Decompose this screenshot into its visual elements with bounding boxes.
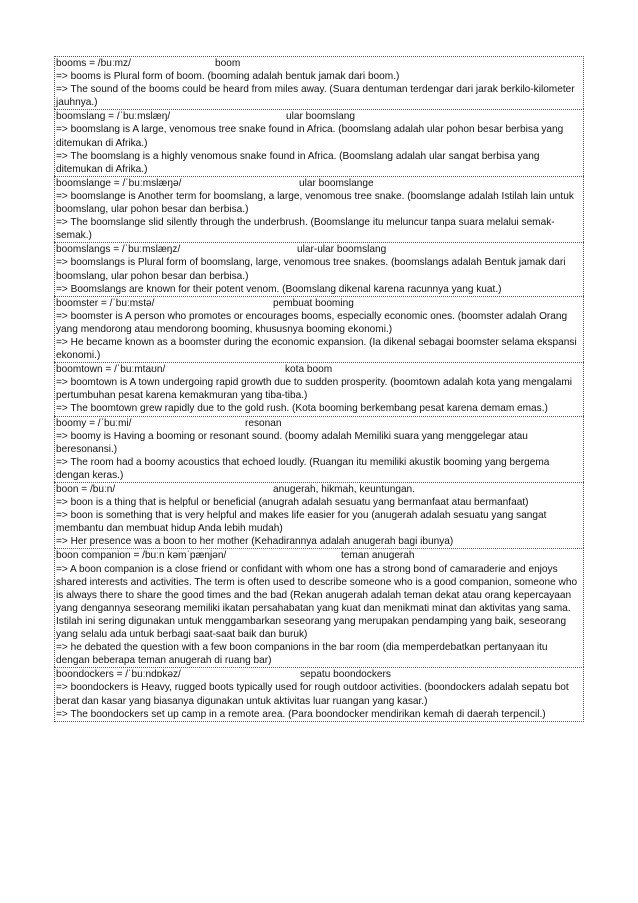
definition-line: => boomslang is A large, venomous tree snake found in Africa. (boomslang adalah ular pohon besar berbisa yang ditemukan di Afrika.) [56, 124, 564, 149]
entry-header [55, 297, 583, 310]
headword: boomtown = /ˈbuːmtaʊn/ [56, 364, 166, 376]
dictionary-entry [54, 109, 584, 175]
definition-line: => boomy is Having a booming or resonant sound. (boomy adalah Memiliki suara yang menggelegar atau beresonansi.) [56, 430, 528, 455]
definition-line: => The boomslange slid silently through the underbrush. (Boomslange itu meluncur tanpa suara melalui semak-semak.) [56, 217, 555, 242]
definition-line: => he debated the question with a few boon companions in the bar room (dia memperdebatkan pertanyaan itu dengan beberapa teman anugerah di ruang bar) [56, 642, 548, 667]
definition-line: => boon is a thing that is helpful or beneficial (anugrah adalah sesuatu yang bermanfaat atau bermanfaat) [56, 497, 529, 509]
definition-line: => boondockers is Heavy, rugged boots typically used for rough outdoor activities. (boondockers adalah sepatu bot berat dan kasar yang biasanya digunakan untuk aktivitas luar ruangan yang kasar.) [56, 682, 569, 707]
headword: boomy = /ˈbuːmi/ [56, 417, 132, 429]
entry-header [55, 549, 583, 562]
definition-line: => The room had a boomy acoustics that echoed loudly. (Ruangan itu memiliki akustik booming yang bergema dengan keras.) [56, 456, 550, 481]
translation: sepatu boondockers [300, 669, 391, 681]
dictionary-entry [54, 242, 584, 295]
translation: teman anugerah [341, 550, 415, 562]
translation: ular boomslange [299, 177, 374, 189]
definition-line: => The boomslang is a highly venomous snake found in Africa. (Boomslang adalah ular sangat berbisa yang ditemukan di Afrika.) [56, 150, 540, 175]
translation: pembuat booming [273, 297, 354, 309]
entry-header [55, 243, 583, 256]
definition-line: => boomslangs is Plural form of boomslang, large, venomous tree snakes. (boomslangs adalah Bentuk jamak dari boomslang, ular pohon besar dan berbisa.) [56, 257, 566, 282]
translation: resonan [245, 417, 282, 429]
translation: boom [215, 58, 241, 69]
headword: boon companion = /buːn kəmˈpænjən/ [56, 550, 227, 562]
translation: ular boomslang [286, 111, 356, 123]
dictionary-entry [54, 482, 584, 548]
dictionary-sheet [54, 56, 584, 722]
definition-line: => He became known as a boomster during the economic expansion. (Ia dikenal sebagai boomster selama ekspansi ekonomi.) [56, 336, 577, 362]
definition-line: => Boomslangs are known for their potent venom. (Boomslang dikenal karena racunnya yang kuat.) [56, 283, 502, 295]
headword: boondockers = /ˈbuːndɒkəz/ [56, 669, 181, 681]
translation: kota boom [285, 364, 333, 376]
definition-line: => boomster is A person who promotes or encourages booms, especially economic ones. (boomster adalah Orang yang mendorong atau mendorong booming, khususnya booming ekonomi.) [56, 310, 568, 335]
entry-header [55, 483, 583, 496]
dictionary-entry [54, 176, 584, 242]
dictionary-entry [54, 667, 584, 721]
headword: boomslange = /ˈbuːmslæŋə/ [56, 177, 182, 189]
definition-line: => boomtown is A town undergoing rapid growth due to sudden prosperity. (boomtown adalah kota yang mengalami pertumbuhan pesat karena kemakmuran yang tiba-tiba.) [56, 377, 573, 402]
dictionary-entry [54, 548, 584, 667]
entry-header [55, 668, 583, 681]
dictionary-entry [54, 362, 584, 415]
definition-line: => booms is Plural form of boom. (booming adalah bentuk jamak dari boom.) [56, 71, 400, 83]
headword: boomslang = /ˈbuːmslæŋ/ [56, 111, 171, 123]
definition-line: => Her presence was a boon to her mother (Kehadirannya adalah anugerah bagi ibunya) [56, 536, 454, 548]
definition-line: => The boondockers set up camp in a remote area. (Para boondocker mendirikan kemah di daerah terpencil.) [56, 708, 546, 720]
dictionary-entry [54, 416, 584, 482]
entry-header [55, 57, 583, 70]
entry-header [55, 417, 583, 430]
definition-line: => A boon companion is a close friend or confidant with whom one has a strong bond of camaraderie and enjoys shared interests and activities. The term is often used to describe someone who is a good companion, someone who is always there to share the good times and the bad (Rekan anugerah adalah teman dekat atau orang kepercayaan yang dengannya seseorang memiliki ikatan persahabatan yang kuat dan menikmati minat dan aktivitas yang sama. Istilah ini sering digunakan untuk menggambarkan seseorang yang merupakan pendamping yang baik, seseorang yang selalu ada untuk berbagi saat-saat baik dan buruk) [56, 563, 578, 641]
dictionary-entry [54, 56, 584, 109]
headword: boomslangs = /ˈbuːmslæŋz/ [56, 244, 181, 256]
definition-line: => boon is something that is very helpful and makes life easier for you (anugerah adalah sesuatu yang sangat membantu dan membuat hidup Anda lebih mudah) [56, 510, 547, 535]
dictionary-entry [54, 296, 584, 362]
definition-line: => The sound of the booms could be heard from miles away. (Suara dentuman terdengar dari jarak berkilo-kilometer jauhnya.) [56, 84, 575, 109]
headword: boomster = /ˈbuːmstə/ [56, 297, 155, 309]
headword: boon = /buːn/ [56, 484, 116, 495]
definition-line: => The boomtown grew rapidly due to the gold rush. (Kota booming berkembang pesat karena demam emas.) [56, 403, 548, 415]
translation: anugerah, hikmah, keuntungan. [273, 484, 415, 495]
entry-header [55, 363, 583, 376]
definition-line: => boomslange is Another term for boomslang, a large, venomous tree snake. (boomslange adalah Istilah lain untuk boomslang, ular pohon besar dan berbisa.) [56, 190, 574, 216]
translation: ular-ular boomslang [297, 244, 387, 256]
headword: booms = /buːmz/ [56, 58, 131, 69]
entry-header [55, 110, 583, 123]
entry-header [55, 177, 583, 190]
